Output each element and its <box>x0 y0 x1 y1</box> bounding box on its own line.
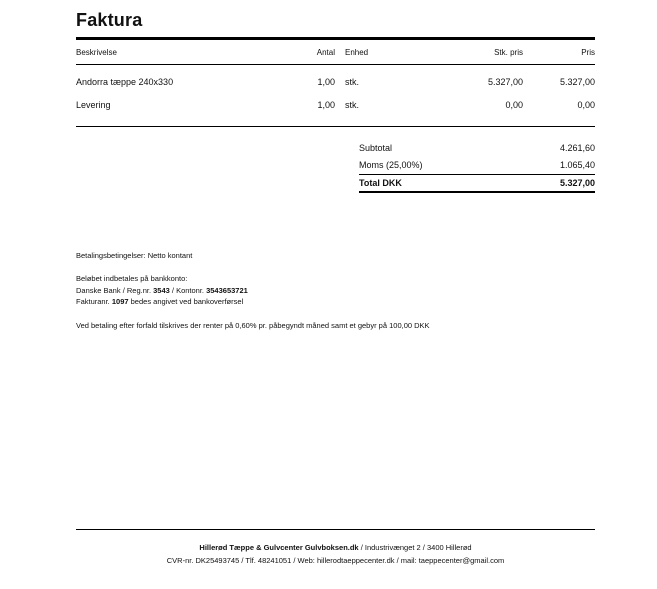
bank-prefix: Danske Bank / Reg.nr. <box>76 286 154 295</box>
late-fee-note: Ved betaling efter forfald tilskrives der renter på 0,60% pr. påbegyndt måned samt et gebyr på 100,00 DKK <box>76 321 430 330</box>
table-bottom-rule <box>76 126 595 127</box>
invoice-prefix: Fakturanr. <box>76 297 112 306</box>
row-unit: stk. <box>345 77 360 87</box>
column-header-price: Pris <box>581 48 595 57</box>
footer-rule <box>76 529 595 530</box>
totals-rule <box>359 174 595 175</box>
invoice-reference <box>76 297 243 306</box>
column-header-quantity: Antal <box>316 48 335 57</box>
payment-terms: Betalingsbetingelser: Netto kontant <box>76 251 193 260</box>
footer-company-line <box>76 543 595 552</box>
subtotal-value: 4.261,60 <box>559 143 595 153</box>
row-unit-price: 0,00 <box>505 100 523 110</box>
header-rule <box>76 37 595 40</box>
footer-address: / Industrivænget 2 / 3400 Hillerød <box>358 543 472 552</box>
subtotal-label: Subtotal <box>359 143 393 153</box>
row-unit-price: 5.327,00 <box>487 77 523 87</box>
row-quantity: 1,00 <box>317 77 335 87</box>
account-prefix: / Kontonr. <box>169 286 207 295</box>
row-unit: stk. <box>345 100 360 110</box>
invoice-number: 1097 <box>111 297 129 306</box>
column-header-unit-price: Stk. pris <box>494 48 523 57</box>
total-label: Total DKK <box>359 178 402 188</box>
vat-label: Moms (25,00%) <box>359 160 423 170</box>
bank-details <box>76 286 248 295</box>
table-header-rule <box>76 64 595 65</box>
total-double-rule <box>359 191 595 193</box>
row-quantity: 1,00 <box>317 100 335 110</box>
row-price: 5.327,00 <box>559 77 595 87</box>
footer-contact: CVR-nr. DK25493745 / Tlf. 48241051 / Web: hillerodtaeppecenter.dk / mail: taeppecenter@gmail.com <box>166 556 505 565</box>
account-number: 3543653721 <box>206 286 248 295</box>
row-description: Andorra tæppe 240x330 <box>76 77 174 87</box>
reg-number: 3543 <box>153 286 170 295</box>
invoice-suffix: bedes angivet ved bankoverførsel <box>128 297 244 306</box>
column-header-description: Beskrivelse <box>76 48 117 57</box>
vat-value: 1.065,40 <box>559 160 595 170</box>
total-value: 5.327,00 <box>559 178 595 188</box>
row-description: Levering <box>76 100 111 110</box>
row-price: 0,00 <box>577 100 595 110</box>
bank-transfer-intro: Beløbet indbetales på bankkonto: <box>76 274 188 283</box>
page-title: Faktura <box>76 10 143 30</box>
footer-company: Hillerød Tæppe & Gulvcenter Gulvboksen.dk <box>199 543 359 552</box>
column-header-unit: Enhed <box>345 48 369 57</box>
